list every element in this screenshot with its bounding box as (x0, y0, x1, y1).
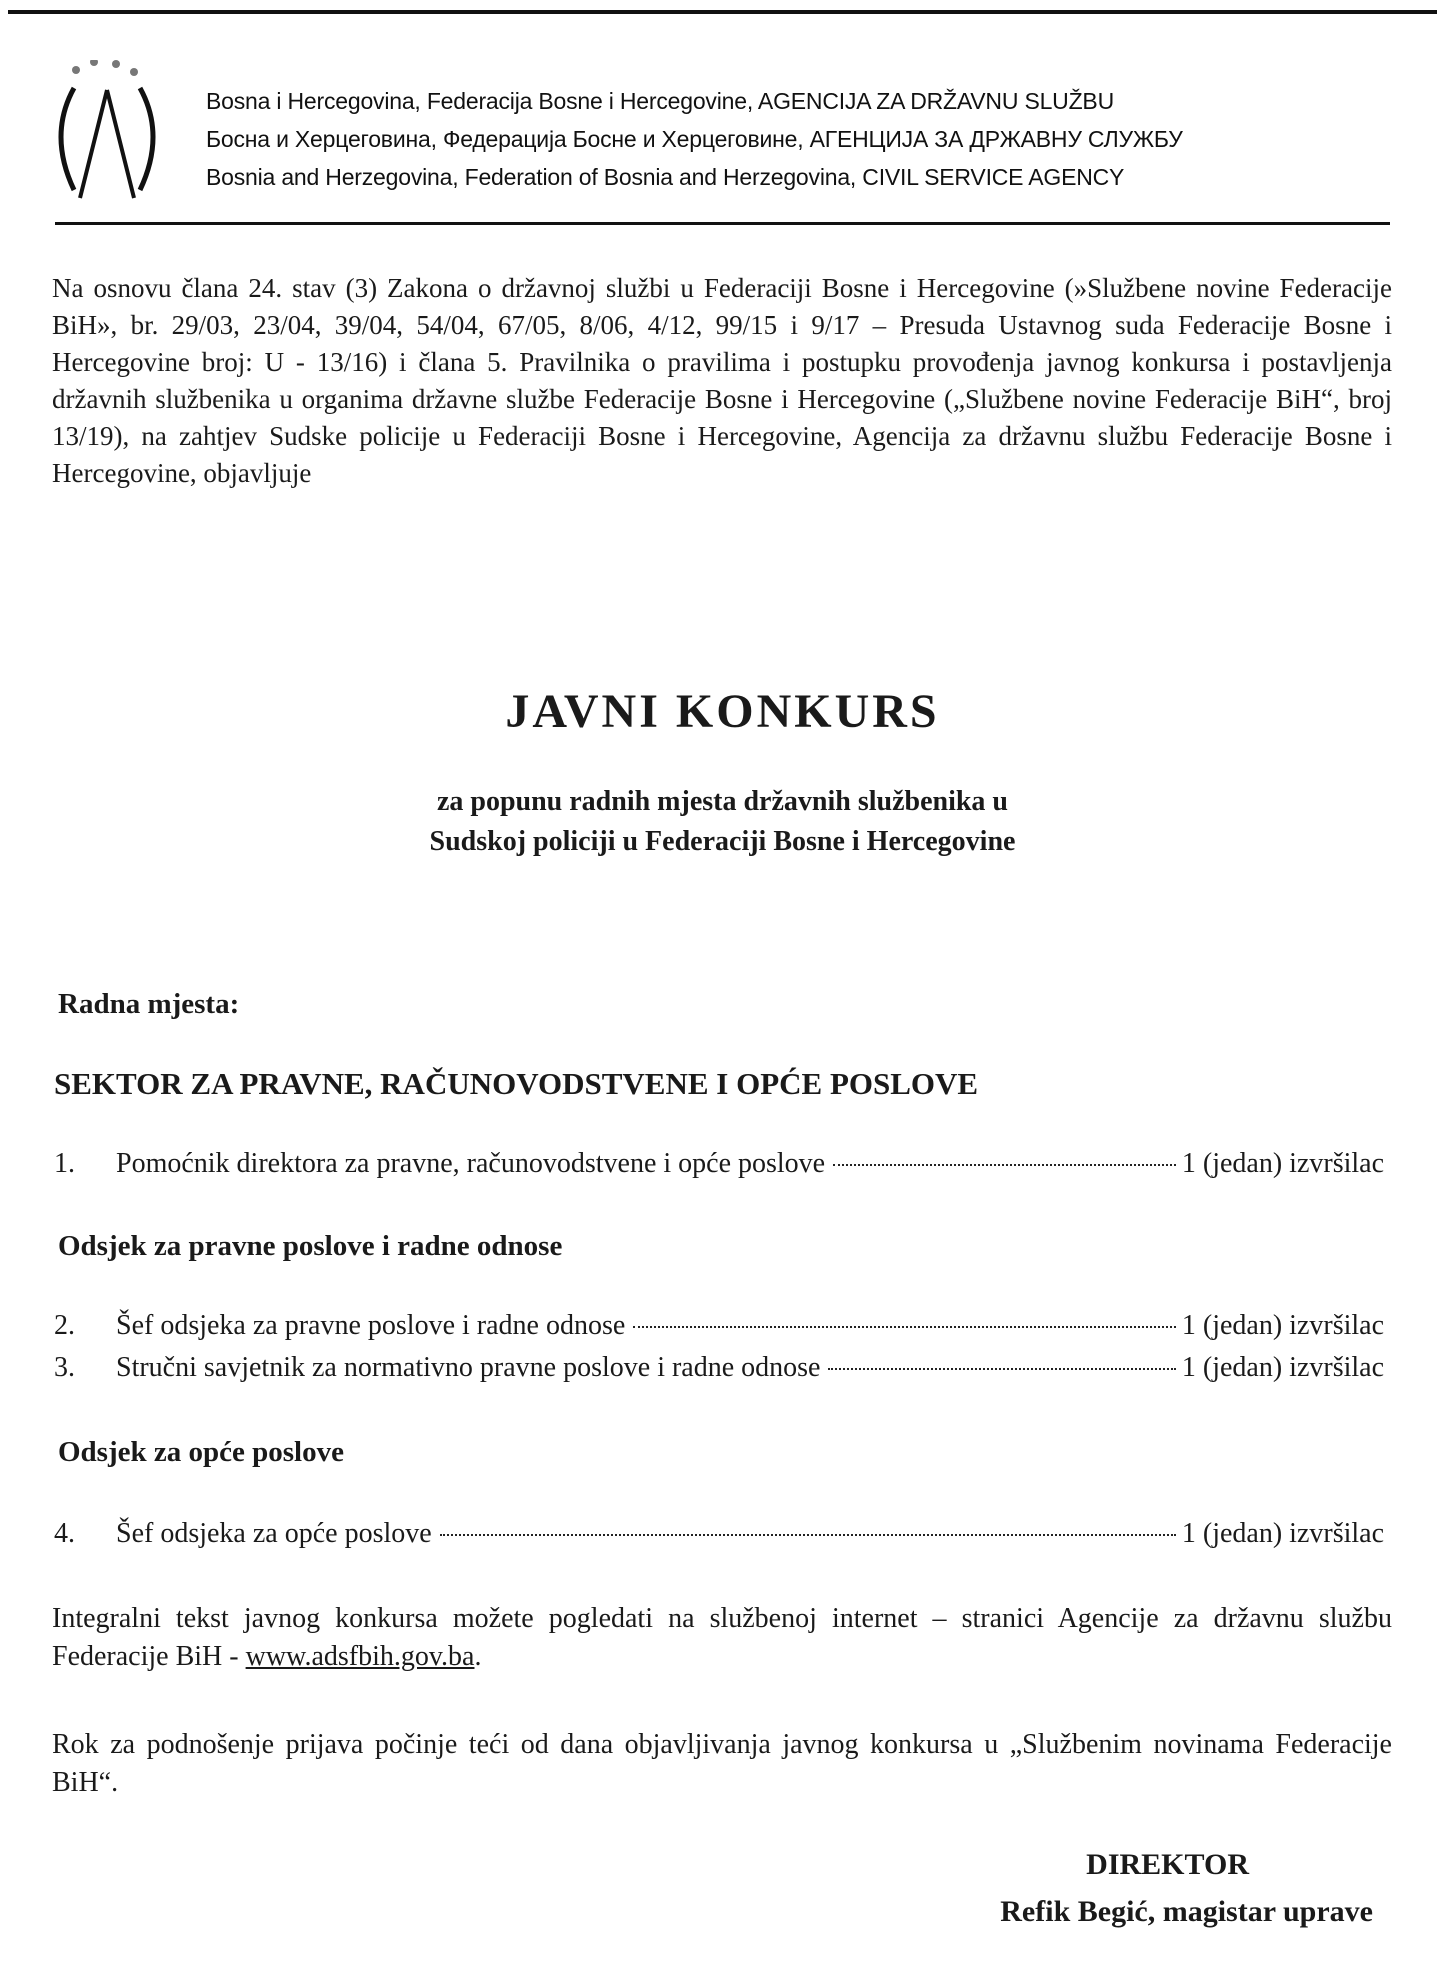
department-heading-legal: Odsjek za pravne poslove i radne odnose (58, 1230, 563, 1262)
position-count: 1 (jedan) izvršilac (1181, 1148, 1384, 1179)
dot-leader (828, 1368, 1175, 1370)
signature-name: Refik Begić, magistar uprave (1000, 1895, 1373, 1928)
position-count: 1 (jedan) izvršilac (1181, 1518, 1384, 1549)
agency-logo-icon (44, 60, 174, 210)
position-row (54, 1148, 1384, 1188)
position-number: 4. (54, 1518, 75, 1549)
dot-leader (440, 1534, 1176, 1536)
agency-header (44, 60, 1394, 220)
integral-text: Integralni tekst javnog konkursa možete pogledati na službenoj internet – stranici Agencije za državnu službu Federacije BiH - (52, 1603, 1392, 1672)
top-border-rule (8, 10, 1437, 14)
agency-name-english: Bosnia and Herzegovina, Federation of Bosnia and Herzegovina, CIVIL SERVICE AGENCY (206, 164, 1125, 190)
department-heading-general: Odsjek za opće poslove (58, 1436, 344, 1468)
document-title: JAVNI KONKURS (505, 685, 940, 738)
position-count: 1 (jedan) izvršilac (1181, 1352, 1384, 1383)
subtitle-line-1: za popunu radnih mjesta državnih službenika u (436, 786, 1009, 817)
document-subtitle (0, 782, 1445, 862)
agency-name-block (206, 82, 1183, 196)
position-row (54, 1352, 1384, 1392)
agency-name-bosnian: Bosna i Hercegovina, Federacija Bosne i Hercegovine, AGENCIJA ZA DRŽAVNU SLUŽBU (206, 88, 1114, 114)
website-link[interactable]: www.adsfbih.gov.ba (245, 1641, 475, 1672)
position-row (54, 1310, 1384, 1350)
dot-leader (833, 1164, 1176, 1166)
position-title: Pomoćnik direktora za pravne, računovodstvene i opće poslove (116, 1148, 826, 1179)
position-title: Stručni savjetnik za normativno pravne poslove i radne odnose (116, 1352, 821, 1383)
position-title: Šef odsjeka za pravne poslove i radne odnose (116, 1310, 626, 1341)
dot-leader (633, 1326, 1176, 1328)
position-row (54, 1518, 1384, 1558)
deadline-paragraph: Rok za podnošenje prijava počinje teći od dana objavljivanja javnog konkursa u „Službenim novinama Federacije BiH“. (52, 1729, 1392, 1798)
integral-text-paragraph: Integralni tekst javnog konkursa možete pogledati na službenoj internet – stranici Agencije za državnu službu Federacije BiH - www.adsfbih.gov.ba. (52, 1603, 1392, 1672)
header-rule (55, 222, 1390, 225)
position-title: Šef odsjeka za opće poslove (116, 1518, 432, 1549)
position-number: 3. (54, 1352, 75, 1383)
position-number: 1. (54, 1148, 75, 1179)
signature-role: DIREKTOR (1086, 1848, 1249, 1881)
subtitle-line-2: Sudskoj policiji u Federaciji Bosne i Hercegovine (429, 826, 1016, 857)
position-count: 1 (jedan) izvršilac (1181, 1310, 1384, 1341)
sector-heading: SEKTOR ZA PRAVNE, RAČUNOVODSTVENE I OPĆE POSLOVE (54, 1066, 979, 1101)
position-number: 2. (54, 1310, 75, 1341)
positions-label: Radna mjesta: (58, 988, 240, 1020)
intro-paragraph: Na osnovu člana 24. stav (3) Zakona o državnoj službi u Federaciji Bosne i Hercegovine (»Službene novine Federacije BiH», br. 29/03, 23/04, 39/04, 54/04, 67/05, 8/06, 4/12, 99/15 i 9/17 – Presuda Ustavnog suda Federacije Bosne i Hercegovine broj: U - 13/16) i člana 5. Pravilnika o pravilima i postupku provođenja javnog konkursa i postavljenja državnih službenika u organima državne službe Federacije Bosne i Hercegovine („Službene novine Federacije BiH“, broj 13/19), na zahtjev Sudske policije u Federaciji Bosne i Hercegovine, Agencija za državnu službu Federacije Bosne i Hercegovine, objavljuje (52, 273, 1392, 488)
agency-name-serbian: Босна и Херцеговина, Федерација Босне и Херцеговине, АГЕНЦИЈА ЗА ДРЖАВНУ СЛУЖБУ (206, 126, 1183, 152)
